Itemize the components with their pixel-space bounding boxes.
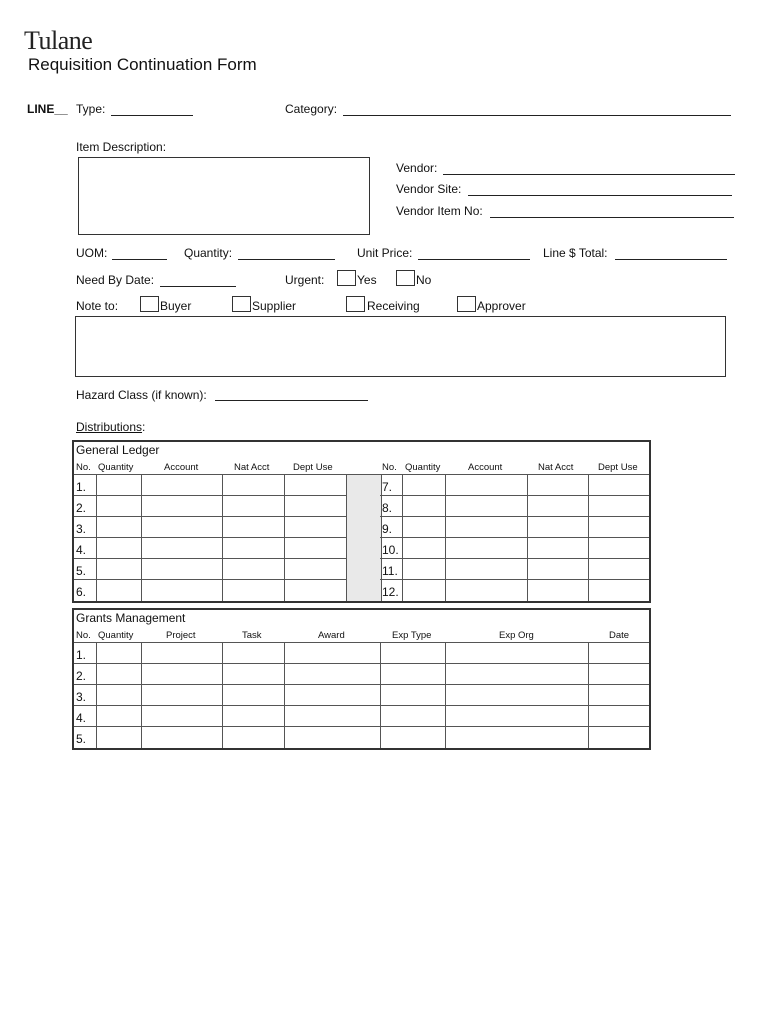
gl-header-quantity-left: Quantity	[98, 462, 134, 473]
grants-management-title: Grants Management	[76, 611, 186, 625]
gl-grid-line	[527, 474, 528, 601]
gl-grid-line	[380, 537, 649, 538]
gm-header-exp-type: Exp Type	[392, 630, 432, 641]
type-label: Type:	[76, 102, 106, 116]
note-text-box[interactable]	[75, 316, 726, 377]
line-total-label: Line $ Total:	[543, 246, 608, 260]
type-field[interactable]	[111, 115, 193, 116]
gm-grid-line	[284, 642, 285, 748]
note-receiving-label: Receiving	[367, 299, 420, 313]
gm-header-task: Task	[242, 630, 262, 641]
vendor-field[interactable]	[443, 174, 735, 175]
gl-grid-line	[74, 537, 346, 538]
gm-grid-line	[380, 642, 381, 748]
vendor-site-label: Vendor Site:	[396, 182, 462, 196]
gm-grid-line	[74, 642, 649, 643]
item-description-box[interactable]	[78, 157, 370, 235]
hazard-class-label: Hazard Class (if known):	[76, 388, 207, 402]
general-ledger-title: General Ledger	[76, 443, 160, 457]
gl-row-number: 3.	[76, 522, 87, 536]
urgent-yes-checkbox[interactable]	[337, 270, 356, 286]
gm-row-number: 4.	[76, 711, 87, 725]
gl-row-number: 6.	[76, 585, 87, 599]
gm-header-project: Project	[166, 630, 196, 641]
line-label: LINE__	[27, 102, 68, 116]
distributions-label: Distributions	[76, 420, 143, 434]
gl-grid-line	[141, 474, 142, 601]
gl-grid-line	[74, 558, 346, 559]
note-to-label: Note to:	[76, 299, 119, 313]
gl-header-account-right: Account	[468, 462, 503, 473]
gl-row-number: 9.	[382, 522, 393, 536]
vendor-label: Vendor:	[396, 161, 438, 175]
gm-header-award: Award	[318, 630, 345, 641]
need-by-label: Need By Date:	[76, 273, 155, 287]
gl-grid-line	[74, 516, 346, 517]
gl-header-quantity-right: Quantity	[405, 462, 441, 473]
gl-header-no-right: No.	[382, 462, 397, 473]
gl-header-deptuse-left: Dept Use	[293, 462, 333, 473]
distributions-colon: :	[142, 420, 146, 434]
gl-row-number: 7.	[382, 480, 393, 494]
gl-row-number: 12.	[382, 585, 399, 599]
gm-grid-line	[96, 642, 97, 748]
gl-grid-line	[380, 579, 649, 580]
gm-header-date: Date	[609, 630, 630, 641]
hazard-class-field[interactable]	[215, 400, 368, 401]
gm-grid-line	[74, 705, 649, 706]
form-title: Requisition Continuation Form	[28, 55, 257, 74]
quantity-label: Quantity:	[184, 246, 233, 260]
category-field[interactable]	[343, 115, 731, 116]
gl-header-no-left: No.	[76, 462, 91, 473]
note-buyer-checkbox[interactable]	[140, 296, 159, 312]
note-buyer-label: Buyer	[160, 299, 192, 313]
gl-row-number: 1.	[76, 480, 87, 494]
note-approver-checkbox[interactable]	[457, 296, 476, 312]
gl-row-number: 4.	[76, 543, 87, 557]
gl-grid-line	[380, 558, 649, 559]
category-label: Category:	[285, 102, 338, 116]
uom-field[interactable]	[112, 259, 167, 260]
urgent-no-label: No	[416, 273, 432, 287]
quantity-field[interactable]	[238, 259, 335, 260]
gl-header-account-left: Account	[164, 462, 199, 473]
vendor-item-label: Vendor Item No:	[396, 204, 483, 218]
gl-grid-line	[74, 579, 346, 580]
gm-row-number: 2.	[76, 669, 87, 683]
urgent-label: Urgent:	[285, 273, 325, 287]
grants-management-table	[72, 608, 651, 750]
note-supplier-label: Supplier	[252, 299, 297, 313]
gl-grid-line	[380, 495, 649, 496]
gm-grid-line	[588, 642, 589, 748]
gl-header-deptuse-right: Dept Use	[598, 462, 638, 473]
need-by-field[interactable]	[160, 286, 236, 287]
gl-row-number: 10.	[382, 543, 399, 557]
gm-grid-line	[74, 663, 649, 664]
item-description-label: Item Description:	[76, 140, 167, 154]
gm-row-number: 3.	[76, 690, 87, 704]
note-receiving-checkbox[interactable]	[346, 296, 365, 312]
general-ledger-table	[72, 440, 651, 603]
line-total-field[interactable]	[615, 259, 727, 260]
gl-grid-line	[445, 474, 446, 601]
gl-header-natacct-right: Nat Acct	[538, 462, 574, 473]
note-approver-label: Approver	[477, 299, 526, 313]
gl-row-number: 8.	[382, 501, 393, 515]
gl-row-number: 2.	[76, 501, 87, 515]
gl-header-natacct-left: Nat Acct	[234, 462, 270, 473]
gm-grid-line	[74, 726, 649, 727]
gl-grid-line	[588, 474, 589, 601]
gm-row-number: 5.	[76, 732, 87, 746]
uom-label: UOM:	[76, 246, 108, 260]
gm-grid-line	[141, 642, 142, 748]
gl-divider-column	[346, 474, 382, 601]
gl-row-number: 11.	[382, 564, 398, 578]
gl-row-number: 5.	[76, 564, 87, 578]
unit-price-field[interactable]	[418, 259, 530, 260]
gm-header-exp-org: Exp Org	[499, 630, 534, 641]
gl-grid-line	[74, 474, 649, 475]
gm-grid-line	[222, 642, 223, 748]
unit-price-label: Unit Price:	[357, 246, 413, 260]
vendor-item-field[interactable]	[490, 217, 734, 218]
gl-grid-line	[74, 495, 346, 496]
gl-grid-line	[96, 474, 97, 601]
gm-header-quantity: Quantity	[98, 630, 134, 641]
gm-grid-line	[445, 642, 446, 748]
tulane-logo: Tulane	[24, 26, 93, 55]
gm-header-no: No.	[76, 630, 91, 641]
gm-row-number: 1.	[76, 648, 87, 662]
gl-grid-line	[284, 474, 285, 601]
urgent-no-checkbox[interactable]	[396, 270, 415, 286]
gl-grid-line	[222, 474, 223, 601]
gm-grid-line	[74, 684, 649, 685]
gl-grid-line	[380, 516, 649, 517]
distributions-heading	[76, 420, 145, 434]
vendor-site-field[interactable]	[468, 195, 732, 196]
urgent-yes-label: Yes	[357, 273, 377, 287]
gl-grid-line	[402, 474, 403, 601]
note-supplier-checkbox[interactable]	[232, 296, 251, 312]
